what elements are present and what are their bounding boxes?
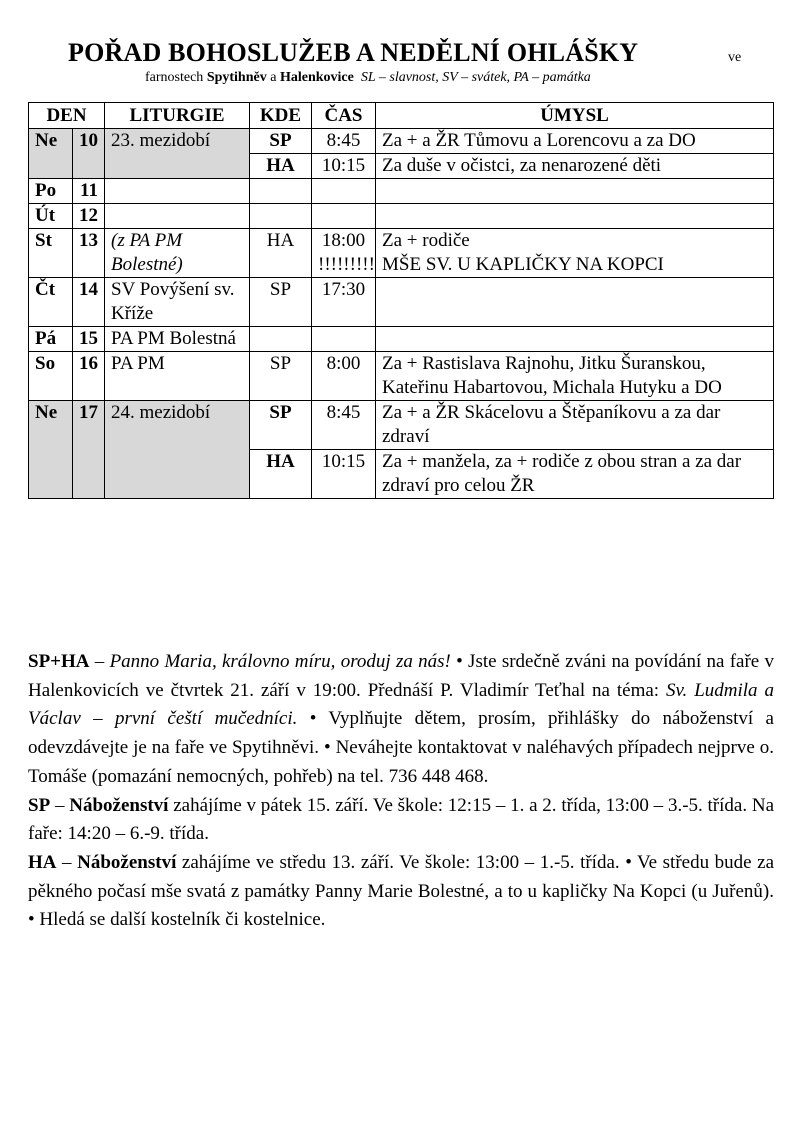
announcement-keyword: Náboženství	[69, 794, 169, 816]
intention-cell	[376, 229, 774, 278]
intention-cell	[376, 327, 774, 352]
parish-tag: SP	[28, 794, 51, 816]
abbreviation-legend: SL – slavnost, SV – svátek, PA – památka	[360, 70, 591, 85]
date-cell: 12	[73, 204, 105, 229]
table-row	[29, 179, 774, 204]
header-den: DEN	[29, 103, 105, 129]
parish-halenkovice: Halenkovice	[279, 70, 354, 85]
liturgy-cell: PA PM	[105, 352, 250, 401]
table-row	[29, 327, 774, 352]
day-cell: So	[29, 352, 73, 401]
day-cell: Čt	[29, 278, 73, 327]
place-cell	[250, 327, 312, 352]
date-cell: 16	[73, 352, 105, 401]
intention-cell: Za + manžela, za + rodiče z obou stran a za dar zdraví pro celou ŽR	[376, 450, 774, 499]
parish-tag: HA	[28, 851, 57, 873]
header-liturgie: LITURGIE	[105, 103, 250, 129]
place-cell: SP	[250, 278, 312, 327]
time-cell	[312, 229, 376, 278]
date-cell: 10	[73, 129, 105, 179]
day-cell: Ne	[29, 401, 73, 499]
table-row	[29, 229, 774, 278]
intention-cell	[376, 204, 774, 229]
liturgy-cell: SV Povýšení sv. Kříže	[105, 278, 250, 327]
time-cell: 10:15	[312, 154, 376, 179]
header-kde: KDE	[250, 103, 312, 129]
separator: –	[89, 651, 110, 672]
time-cell	[312, 327, 376, 352]
announcement-text: • Jste srdečně zváni na povídání na faře v Halenkovicích ve čtvrtek 21. září v 19:00. Přednáší P. Vladimír Teťhal na téma:	[28, 651, 775, 701]
subtitle-prefix: farnostech	[145, 70, 207, 85]
separator: –	[56, 851, 78, 873]
header-umysl: ÚMYSL	[376, 103, 774, 129]
subtitle	[145, 70, 591, 86]
liturgy-cell: 23. mezidobí	[105, 129, 250, 179]
date-cell: 15	[73, 327, 105, 352]
place-cell: HA	[250, 450, 312, 499]
time-value: 18:00	[321, 230, 366, 251]
date-cell: 17	[73, 401, 105, 499]
intention-cell: Za + Rastislava Rajnohu, Jitku Šuranskou, Kateřinu Habartovou, Michala Hutyku a DO	[376, 352, 774, 401]
subtitle-and: a	[266, 70, 280, 85]
table-row	[29, 129, 774, 154]
time-cell	[312, 204, 376, 229]
lecture-topic: Sv. Ludmila a Václav – první čeští mučedníci.	[28, 679, 774, 730]
time-cell	[312, 179, 376, 204]
day-cell: St	[29, 229, 73, 278]
liturgy-cell: 24. mezidobí	[105, 401, 250, 499]
header-cas: ČAS	[312, 103, 376, 129]
place-cell: SP	[250, 352, 312, 401]
announcement-halenkovice	[28, 849, 774, 935]
title-suffix: ve	[728, 50, 742, 65]
day-cell: Ne	[29, 129, 73, 179]
announcement-text: • Vyplňujte dětem, prosím, přihlášky do náboženství a odevzdávejte je na faře ve Spytihněvi. • Neváhejte kontaktovat v naléhavých případech nejprve o. Tomáše (pomazání nemocných, pohřeb) na tel. 736 448 468.	[28, 708, 774, 787]
parish-tag: SP+HA	[28, 651, 90, 672]
place-cell: SP	[250, 129, 312, 154]
date-cell: 14	[73, 278, 105, 327]
liturgy-cell	[105, 204, 250, 229]
announcement-both-parishes	[28, 648, 774, 792]
table-row	[29, 278, 774, 327]
liturgy-cell: (z PA PM Bolestné)	[105, 229, 250, 278]
liturgy-cell: PA PM Bolestná	[105, 327, 250, 352]
announcements	[28, 648, 774, 935]
intention-note: MŠE SV. U KAPLIČKY NA KOPCI	[382, 254, 664, 275]
intention-cell: Za + a ŽR Tůmovu a Lorencovu a za DO	[376, 129, 774, 154]
table-row	[29, 401, 774, 450]
announcement-spytihnev	[28, 792, 774, 849]
time-cell: 17:30	[312, 278, 376, 327]
announcement-keyword: Náboženství	[77, 851, 177, 873]
intention-line: Za + rodiče	[382, 230, 470, 251]
intention-cell: Za duše v očistci, za nenarozené děti	[376, 154, 774, 179]
date-cell: 13	[73, 229, 105, 278]
place-cell	[250, 179, 312, 204]
parish-spytihnev: Spytihněv	[206, 70, 267, 85]
liturgy-cell	[105, 179, 250, 204]
table-header-row	[29, 103, 774, 129]
intention-cell	[376, 179, 774, 204]
time-cell: 8:45	[312, 129, 376, 154]
announcement-text: zahájíme ve středu 13. září. Ve škole: 13:00 – 1.-5. třída. • Ve středu bude za pěkného počasí mše svatá z památky Panny Marie Bolestné, a to u kapličky Na Kopci (u Juřenů). • Hledá se další kostelník či kostelnice.	[28, 851, 775, 931]
page-title: POŘAD BOHOSLUŽEB A NEDĚLNÍ OHLÁŠKY	[68, 38, 639, 67]
exclamation-marks: !!!!!!!!!	[318, 254, 375, 275]
day-cell: Pá	[29, 327, 73, 352]
separator: –	[50, 794, 70, 816]
intention-cell: Za + a ŽR Skácelovu a Štěpaníkovu a za dar zdraví	[376, 401, 774, 450]
place-cell: SP	[250, 401, 312, 450]
intention-cell	[376, 278, 774, 327]
table-row	[29, 352, 774, 401]
day-cell: Út	[29, 204, 73, 229]
date-cell: 11	[73, 179, 105, 204]
place-cell: HA	[250, 229, 312, 278]
time-cell: 8:00	[312, 352, 376, 401]
announcement-text: zahájíme v pátek 15. září. Ve škole: 12:15 – 1. a 2. třída, 13:00 – 3.-5. třída. Na faře: 14:20 – 6.-9. třída.	[28, 794, 775, 845]
time-cell: 10:15	[312, 450, 376, 499]
place-cell: HA	[250, 154, 312, 179]
table-row	[29, 204, 774, 229]
prayer-text: Panno Maria, královno míru, oroduj za nás!	[109, 651, 451, 672]
time-cell: 8:45	[312, 401, 376, 450]
place-cell	[250, 204, 312, 229]
day-cell: Po	[29, 179, 73, 204]
schedule-table	[28, 102, 774, 499]
